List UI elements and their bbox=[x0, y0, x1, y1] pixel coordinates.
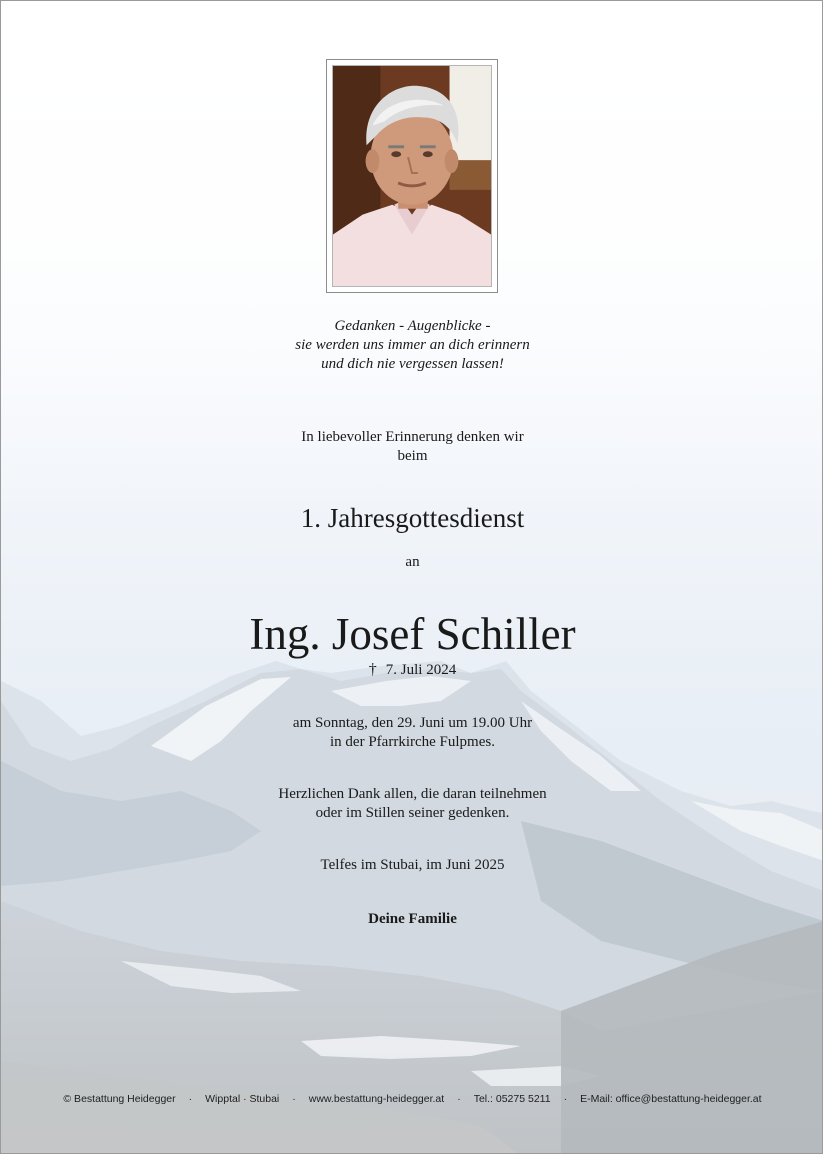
ceremony-details bbox=[1, 714, 823, 752]
footer-email: E-Mail: office@bestattung-heidegger.at bbox=[580, 1093, 762, 1105]
thanks-text bbox=[1, 785, 823, 823]
death-date-line bbox=[1, 660, 823, 680]
footer-copyright: © Bestattung Heidegger bbox=[63, 1093, 176, 1105]
footer-separator: · bbox=[292, 1093, 296, 1105]
connector-text: an bbox=[405, 554, 420, 570]
death-date: 7. Juli 2024 bbox=[385, 662, 457, 678]
intro-line: In liebevoller Erinnerung denken wir bbox=[301, 429, 524, 445]
footer-separator: · bbox=[457, 1093, 461, 1105]
quote-line: sie werden uns immer an dich erinnern bbox=[295, 337, 530, 353]
thanks-line: oder im Stillen seiner gedenken. bbox=[315, 805, 510, 821]
ceremony-line: am Sonntag, den 29. Juni um 19.00 Uhr bbox=[292, 715, 533, 731]
signature: Deine Familie bbox=[368, 911, 457, 927]
intro-line: beim bbox=[397, 448, 428, 464]
footer-region: Wipptal · Stubai bbox=[205, 1093, 280, 1105]
footer-phone: Tel.: 05275 5211 bbox=[473, 1093, 551, 1105]
cross-icon: † bbox=[368, 661, 377, 678]
footer-website: www.bestattung-heidegger.at bbox=[308, 1093, 445, 1105]
quote-line: Gedanken - Augenblicke - bbox=[334, 318, 491, 334]
quote-line: und dich nie vergessen lassen! bbox=[321, 356, 504, 372]
place-date: Telfes im Stubai, im Juni 2025 bbox=[320, 857, 505, 873]
intro-text bbox=[1, 428, 823, 466]
memorial-quote bbox=[1, 317, 823, 374]
footer bbox=[1, 1093, 823, 1105]
footer-separator: · bbox=[563, 1093, 568, 1105]
footer-separator: · bbox=[188, 1093, 193, 1105]
service-title: 1. Jahresgottesdienst bbox=[300, 503, 525, 533]
portrait-frame bbox=[326, 59, 498, 293]
ceremony-line: in der Pfarrkirche Fulpmes. bbox=[330, 734, 495, 750]
portrait-photo-icon bbox=[333, 66, 491, 286]
deceased-name: Ing. Josef Schiller bbox=[249, 609, 576, 659]
thanks-line: Herzlichen Dank allen, die daran teilnehmen bbox=[278, 786, 547, 802]
